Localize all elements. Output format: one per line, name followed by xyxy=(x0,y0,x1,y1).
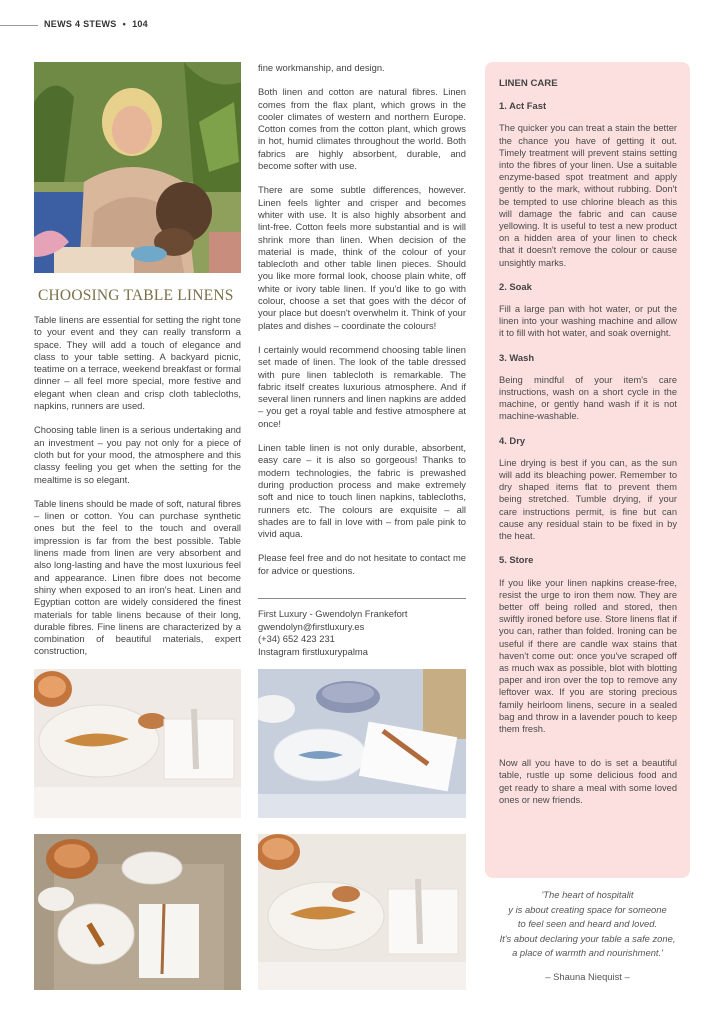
section-text: Line drying is best if you can, as the sun will add its bleaching power. Remember to dry shaped items flat to prevent them being stretched. Tumble drying, if your care instructions permit, is fine but can cause any residual stain to be fixed in by the heat. xyxy=(499,457,677,542)
quote-line: y is about creating space for someone xyxy=(508,903,667,915)
quote-line: It's about declaring your table a safe zone, xyxy=(499,932,676,944)
quote-line: to feel seen and heard and loved. xyxy=(517,918,658,929)
section-heading: 2. Soak xyxy=(499,280,532,292)
paragraph: Table linens are essential for setting the right tone to your event and they can really transform a space. They will add a touch of elegance and class to your table setting. A backyard picnic, teatime on a terrace, weekend breakfast or formal dinner – all feel more special, more festive and elegant when clean and crisp cloth tablecloths, napkins, runners are used. xyxy=(34,314,241,412)
section-heading: 1. Act Fast xyxy=(499,100,547,112)
paragraph: Choosing table linen is a serious undertaking and an investment – you pay not only for a piece of cloth but for your mood, the atmosphere and this classy feeling you get when the setting for the mealtime is so elegant. xyxy=(34,424,241,485)
page-header xyxy=(44,19,148,29)
paragraph: There are some subtle differences, however. Linen feels lighter and crisper and becomes whiter with use. It is also highly absorbent and lint-free. Cotton feels more substantial and is will shrink more than linen. When decision of the material is made, think of the colour of your tablecloth and other table linen pieces. Should you like more formal look, choose plain white, off white or ivory table linen. If you'd like to go with colour, choose a set that goes with the décor of your place but doesn't overwhelm it. Think of your plates and dishes – coordinate the colours! xyxy=(258,184,466,331)
paragraph: Please feel free and do not hesitate to contact me for advice or questions. xyxy=(258,552,466,576)
contact-name: First Luxury - Gwendolyn Frankefort xyxy=(258,608,408,619)
header-rule xyxy=(0,25,38,26)
paragraph: Both linen and cotton are natural fibres. Linen comes from the flax plant, which grows in the cooler climates of western and northern Europe. Cotton comes from the cotton plant, which grows in hot, humid climates throughout the world. Both fabrics are highly absorbent, durable, and become softer with use. xyxy=(258,86,466,172)
section-text: If you like your linen napkins crease-free, resist the urge to iron them now. They are better off being rolled and stored, then swiftly ironed before use. Store linens flat if you can, rather than folded. Ironing can be useful if there are candle wax stains that haven't come out: once you've scraped off as much wax as possible, blot with blotting paper and iron over the top to remove any leftover wax. If you are storing precious family heirloom linens, secure in a sealed bag and throw in a lavender pouch to keep them fresh. xyxy=(499,577,677,734)
paragraph: Linen table linen is not only durable, absorbent, easy care – it is also so gorgeous! Thanks to modern technologies, the fabric is prewashed during production process and make extremely soft and nice to touch linen napkins, tablecloths, runners etc. The colours are exquisite – all shades are to fall in love with – from pale pink to vivid aqua. xyxy=(258,442,466,540)
header-separator: • xyxy=(122,19,127,29)
section-heading: 3. Wash xyxy=(499,351,535,363)
table-setting-photo-4 xyxy=(258,834,466,990)
table-setting-photo-1 xyxy=(34,669,241,818)
section-text: Being mindful of your item's care instructions, wash on a short cycle in the machine, or gently hand wash if it is not machine-washable. xyxy=(499,374,677,422)
contact-instagram: Instagram firstluxurypalma xyxy=(258,645,368,657)
contact-phone: (+34) 652 423 231 xyxy=(258,633,335,644)
closing-text: Now all you have to do is set a beautiful table, rustle up some delicious food and get ready to share a meal with some loved ones or new friends. xyxy=(499,758,677,805)
section-heading: 5. Store xyxy=(499,554,534,566)
section-text: Fill a large pan with hot water, or put the linen into your washing machine and allow it to fill with hot water, and soak overnight. xyxy=(499,304,677,339)
quote-line: a place of warmth and nourishment.' xyxy=(512,947,663,958)
paragraph: Table linens should be made of soft, natural fibres – linen or cotton. You can purchase synthetic ones but the feel to the touch and overall impression is far from the best possible. Table linens made from linen are very absorbent and also long-lasting and have the most luxurious feel and appearance. Linen fibre does not become shiny when exposed to an iron's heat. Linen and Egyptian cotton are widely considered the finest materials for table linens because of their long, durable fibres. Fine linens are characterized by a combination of beautiful materials, expert construction, xyxy=(34,497,241,657)
contact-email[interactable]: gwendolyn@firstluxury.es xyxy=(258,620,365,632)
portrait-photo xyxy=(34,62,241,273)
paragraph: I certainly would recommend choosing table linen set made of linen. The look of the table dressed with pure linen tablecloth is remarkable. The fabric itself creates luxurious atmosphere. And if several linen runners and linen napkins are added – you get a royal table and festive atmosphere at once! xyxy=(258,343,466,429)
table-setting-photo-2 xyxy=(258,669,466,818)
contact-block xyxy=(258,608,408,658)
pull-quote xyxy=(485,888,690,961)
quote-author: – Shauna Niequist – xyxy=(545,971,630,982)
paragraph: fine workmanship, and design. xyxy=(258,62,385,73)
section-heading: 4. Dry xyxy=(499,434,526,446)
contact-divider xyxy=(258,598,466,599)
linen-care-title: LINEN CARE xyxy=(499,78,558,89)
article-column-2 xyxy=(258,62,466,589)
section-text: The quicker you can treat a stain the better the chance you have of getting it out. Timely treatment will prevent stains setting into the fibres of your linen. Use a suitable enzyme-based spot treatment and apply gently to the mark, without rubbing. Don't be tempted to use chlorine bleach as this will damage the fabric and can cause yellowing. It is useful to test a new product on a hidden area of your linen to check that it doesn't remove the colour or cause unsightly marks. xyxy=(499,123,677,268)
article-title: CHOOSING TABLE LINENS xyxy=(38,287,234,304)
quote-line: 'The heart of hospitalit xyxy=(541,889,634,900)
table-setting-photo-3 xyxy=(34,834,241,990)
page-number: 104 xyxy=(132,19,148,29)
publication-name: NEWS 4 STEWS xyxy=(44,19,117,29)
linen-care-content xyxy=(499,78,677,818)
article-column-1 xyxy=(34,314,241,670)
